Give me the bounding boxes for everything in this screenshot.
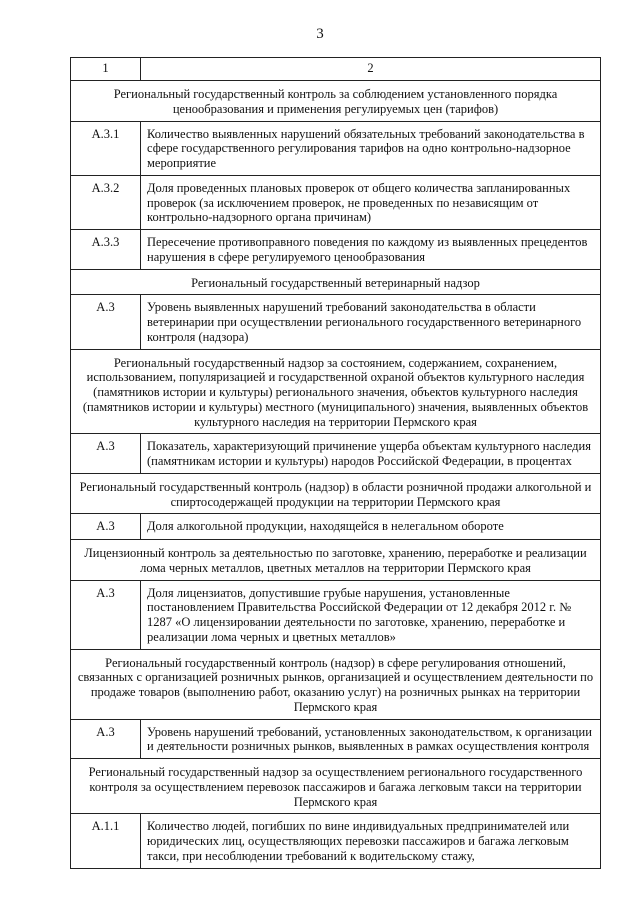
section-row (71, 759, 601, 814)
column-header-2: 2 (141, 58, 601, 81)
table-row (71, 580, 601, 649)
indicator-code: А.3 (71, 434, 141, 474)
table-row (71, 814, 601, 868)
section-row (71, 473, 601, 514)
indicator-description: Уровень выявленных нарушений требований законодательства в области ветеринарии при осуществлении регионального государственного ветеринарного контроля (надзора) (141, 295, 601, 349)
indicator-description: Доля лицензиатов, допустившие грубые нарушения, установленные постановлением Правительства Российской Федерации от 12 декабря 2012 г. № 1287 «О лицензировании деятельности по заготовке, хранению, переработке и реализации лома черных и цветных металлов» (141, 580, 601, 649)
section-row (71, 269, 601, 295)
table-row (71, 514, 601, 540)
indicator-code: А.3 (71, 514, 141, 540)
table-header-row (71, 58, 601, 81)
table-row (71, 230, 601, 270)
section-row (71, 349, 601, 434)
column-header-1: 1 (71, 58, 141, 81)
section-title: Региональный государственный контроль (надзор) в сфере регулирования отношений, связанных с организацией розничных рынков, организацией и осуществлением деятельности по продаже товаров (выполнению работ, оказанию услуг) на розничных рынках на территории Пермского края (71, 649, 601, 719)
indicator-code: А.3 (71, 719, 141, 759)
section-row (71, 540, 601, 581)
indicator-code: А.1.1 (71, 814, 141, 868)
indicator-code: А.3.1 (71, 121, 141, 175)
section-title: Региональный государственный контроль (надзор) в области розничной продажи алкогольной и спиртосодержащей продукции на территории Пермского края (71, 473, 601, 514)
section-title: Региональный государственный ветеринарный надзор (71, 269, 601, 295)
section-title: Региональный государственный надзор за осуществлением регионального государственного контроля за осуществлением перевозок пассажиров и багажа легковым такси на территории Пермского края (71, 759, 601, 814)
indicator-code: А.3.3 (71, 230, 141, 270)
section-title: Региональный государственный контроль за соблюдением установленного порядка ценообразования и применения регулируемых цен (тарифов) (71, 81, 601, 122)
indicator-description: Количество выявленных нарушений обязательных требований законодательства в сфере государственного регулирования тарифов на одно контрольно-надзорное мероприятие (141, 121, 601, 175)
table-row (71, 295, 601, 349)
indicator-description: Доля алкогольной продукции, находящейся в нелегальном обороте (141, 514, 601, 540)
table-row (71, 175, 601, 229)
indicator-code: А.3.2 (71, 175, 141, 229)
table-row (71, 434, 601, 474)
indicator-code: А.3 (71, 580, 141, 649)
section-row (71, 649, 601, 719)
indicator-description: Доля проведенных плановых проверок от общего количества запланированных проверок (за исключением проверок, не проведенных по независящим от контрольно-надзорного органа причинам) (141, 175, 601, 229)
indicator-description: Количество людей, погибших по вине индивидуальных предпринимателей или юридических лиц, осуществляющих перевозки пассажиров и багажа легковым такси, при несоблюдении требований к водительскому стажу, (141, 814, 601, 868)
section-title: Региональный государственный надзор за состоянием, содержанием, сохранением, использованием, популяризацией и государственной охраной объектов культурного наследия (памятников истории и культуры) регионального значения, объектов культурного наследия (памятников истории и культуры) местного (муниципального) значения, выявленных объектов культурного наследия на территории Пермского края (71, 349, 601, 434)
indicator-description: Уровень нарушений требований, установленных законодательством, к организации и деятельности розничных рынков, выявленных в рамках осуществления контроля (141, 719, 601, 759)
indicators-table (70, 57, 601, 869)
table-row (71, 121, 601, 175)
indicator-description: Показатель, характеризующий причинение ущерба объектам культурного наследия (памятникам истории и культуры) народов Российской Федерации, в процентах (141, 434, 601, 474)
indicator-code: А.3 (71, 295, 141, 349)
section-title: Лицензионный контроль за деятельностью по заготовке, хранению, переработке и реализации лома черных металлов, цветных металлов на территории Пермского края (71, 540, 601, 581)
table-row (71, 719, 601, 759)
indicator-description: Пересечение противоправного поведения по каждому из выявленных прецедентов нарушения в сфере регулируемого ценообразования (141, 230, 601, 270)
page-number: 3 (316, 26, 324, 42)
section-row (71, 81, 601, 122)
